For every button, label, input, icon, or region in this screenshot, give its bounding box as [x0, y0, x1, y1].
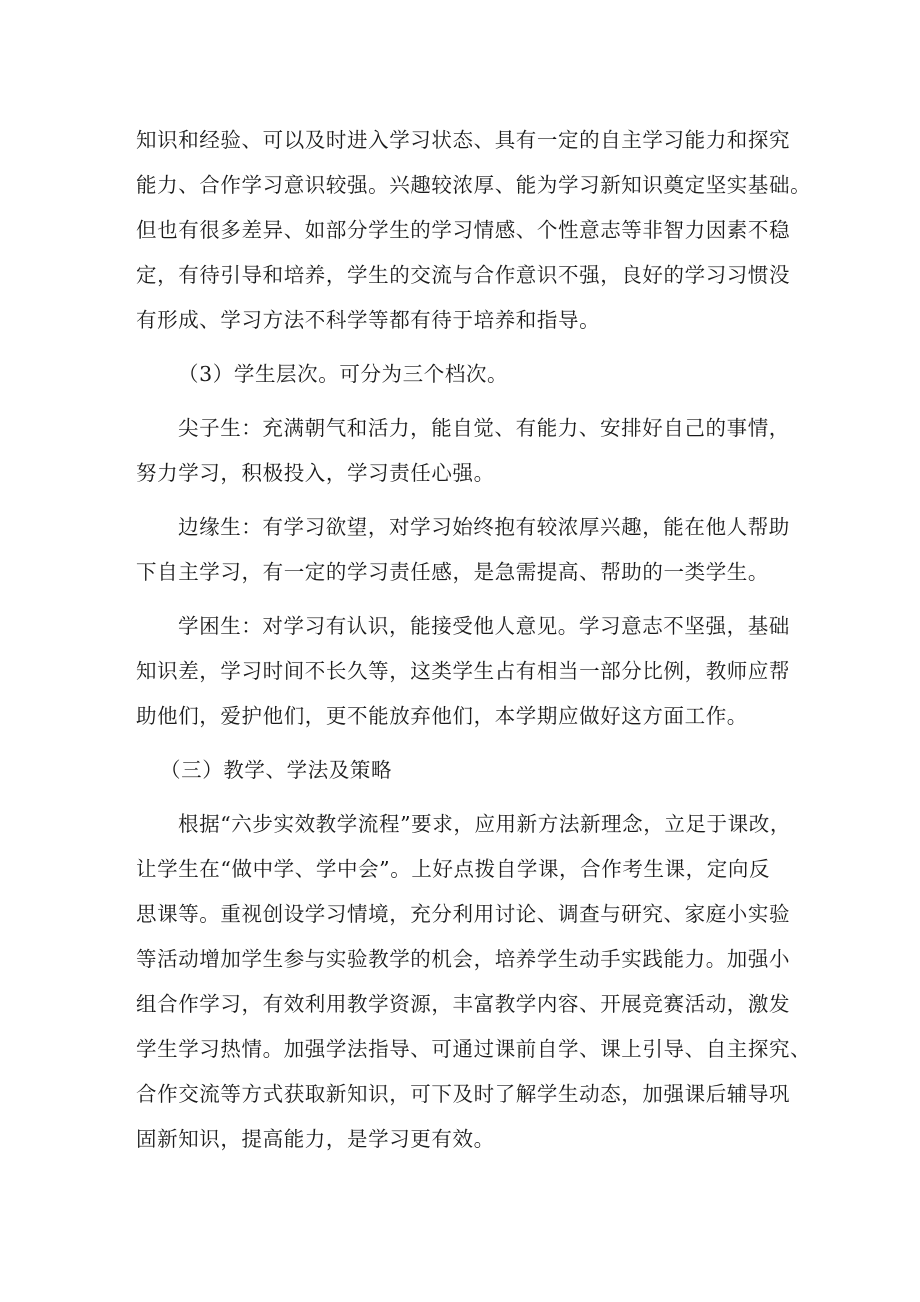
- text-line: 知识差，学习时间不长久等，这类学生占有相当一部分比例，教师应帮: [136, 659, 791, 683]
- paragraph-struggling-students: [136, 604, 791, 739]
- text-line: 学困生：对学习有认识，能接受他人意见。学习意志不坚强，基础: [178, 614, 790, 638]
- text-line: 尖子生：充满朝气和活力，能自觉、有能力、安排好自己的事情，: [178, 416, 790, 440]
- text-line: 有形成、学习方法不科学等都有待于培养和指导。: [136, 308, 601, 332]
- text-line: 合作交流等方式获取新知识，可下及时了解学生动态，加强课后辅导巩: [136, 1082, 791, 1106]
- text-line: 学生学习热情。加强学法指导、可通过课前自学、课上引导、自主探究、: [136, 1037, 812, 1061]
- text-line: 等活动增加学生参与实验教学的机会，培养学生动手实践能力。加强小: [136, 947, 791, 971]
- paragraph-student-characteristics: [136, 118, 812, 343]
- document-body: [136, 118, 812, 1162]
- text-line: 下自主学习，有一定的学习责任感，是急需提高、帮助的一类学生。: [136, 560, 769, 584]
- text-line: 助他们，爱护他们，更不能放弃他们，本学期应做好这方面工作。: [136, 704, 748, 728]
- text-line: 固新知识，提高能力，是学习更有效。: [136, 1127, 495, 1151]
- paragraph-top-students: [136, 406, 790, 496]
- text-line: 边缘生：有学习欲望，对学习始终抱有较浓厚兴趣，能在他人帮助: [178, 515, 790, 539]
- text-line: 能力、合作学习意识较强。兴趣较浓厚、能为学习新知识奠定坚实基础。: [136, 173, 812, 197]
- paragraph-edge-students: [136, 505, 790, 595]
- heading-student-levels: [136, 352, 786, 397]
- text-line: 让学生在“做中学、学中会”。上好点拨自学课，合作考生课，定向反: [136, 857, 771, 881]
- text-line: 思课等。重视创设学习情境，充分利用讨论、调查与研究、家庭小实验: [136, 902, 791, 926]
- text-line: 组合作学习，有效利用教学资源，丰富教学内容、开展竞赛活动，激发: [136, 992, 791, 1016]
- section-heading: （三）教学、学法及策略: [160, 758, 393, 782]
- text-line: 根据“六步实效教学流程”要求，应用新方法新理念，立足于课改，: [178, 812, 791, 836]
- heading-teaching-strategy: [136, 748, 786, 793]
- paragraph-strategy: [136, 802, 812, 1162]
- section-heading: （3）学生层次。可分为三个档次。: [178, 362, 509, 386]
- text-line: 定，有待引导和培养，学生的交流与合作意识不强，良好的学习习惯没: [136, 263, 791, 287]
- text-line: 努力学习，积极投入，学习责任心强。: [136, 461, 495, 485]
- text-line: 知识和经验、可以及时进入学习状态、具有一定的自主学习能力和探究: [136, 128, 791, 152]
- text-line: 但也有很多差异、如部分学生的学习情感、个性意志等非智力因素不稳: [136, 218, 791, 242]
